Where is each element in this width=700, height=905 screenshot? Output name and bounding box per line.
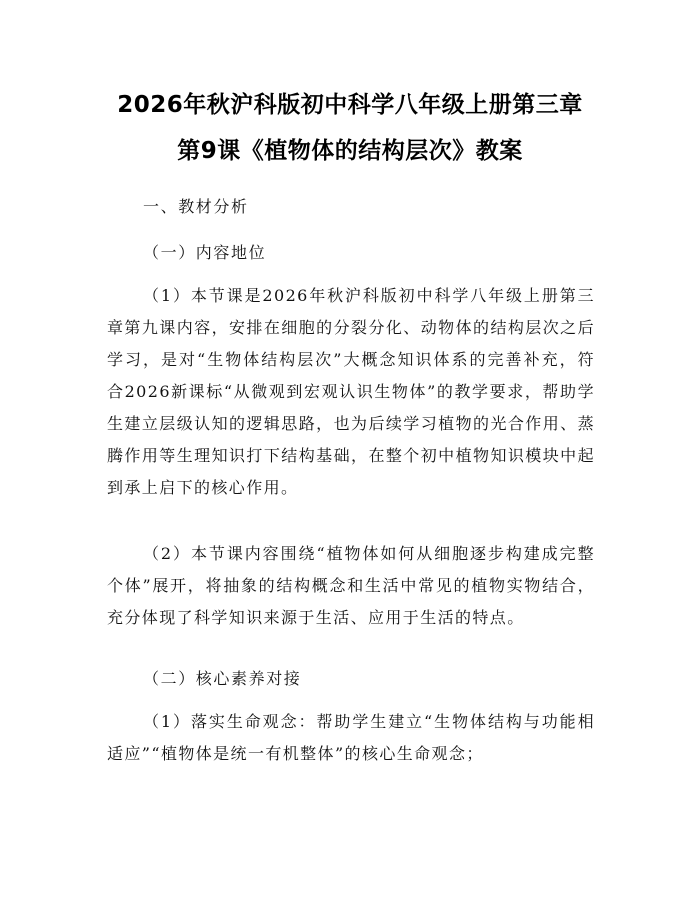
paragraph-core-literacy-1: （1）落实生命观念：帮助学生建立“生物体结构与功能相适应”“植物体是统一有机整体”的核心生命观念； [107, 712, 595, 763]
document-title-line-1: 2026年秋沪科版初中科学八年级上册第三章 [117, 92, 583, 118]
section-heading-textbook-analysis: 一、教材分析 [143, 197, 249, 216]
paragraph-content-position-2: （2）本节课内容围绕“植物体如何从细胞逐步构建成完整个体”展开，将抽象的结构概念和生活中常见的植物实物结合，充分体现了科学知识来源于生活、应用于生活的特点。 [107, 544, 595, 627]
subsection-heading-core-literacy: （二）核心素养对接 [143, 669, 302, 688]
document-title-line-2: 第9课《植物体的结构层次》教案 [177, 138, 523, 164]
paragraph-content-position-1: （1）本节课是2026年秋沪科版初中科学八年级上册第三章第九课内容，安排在细胞的分裂分化、动物体的结构层次之后学习，是对“生物体结构层次”大概念知识体系的完善补充，符合2026新课标“从微观到宏观认识生物体”的教学要求，帮助学生建立层级认知的逻辑思路，也为后续学习植物的光合作用、蒸腾作用等生理知识打下结构基础，在整个初中植物知识模块中起到承上启下的核心作用。 [107, 286, 595, 497]
subsection-heading-content-position: （一）内容地位 [143, 243, 267, 262]
